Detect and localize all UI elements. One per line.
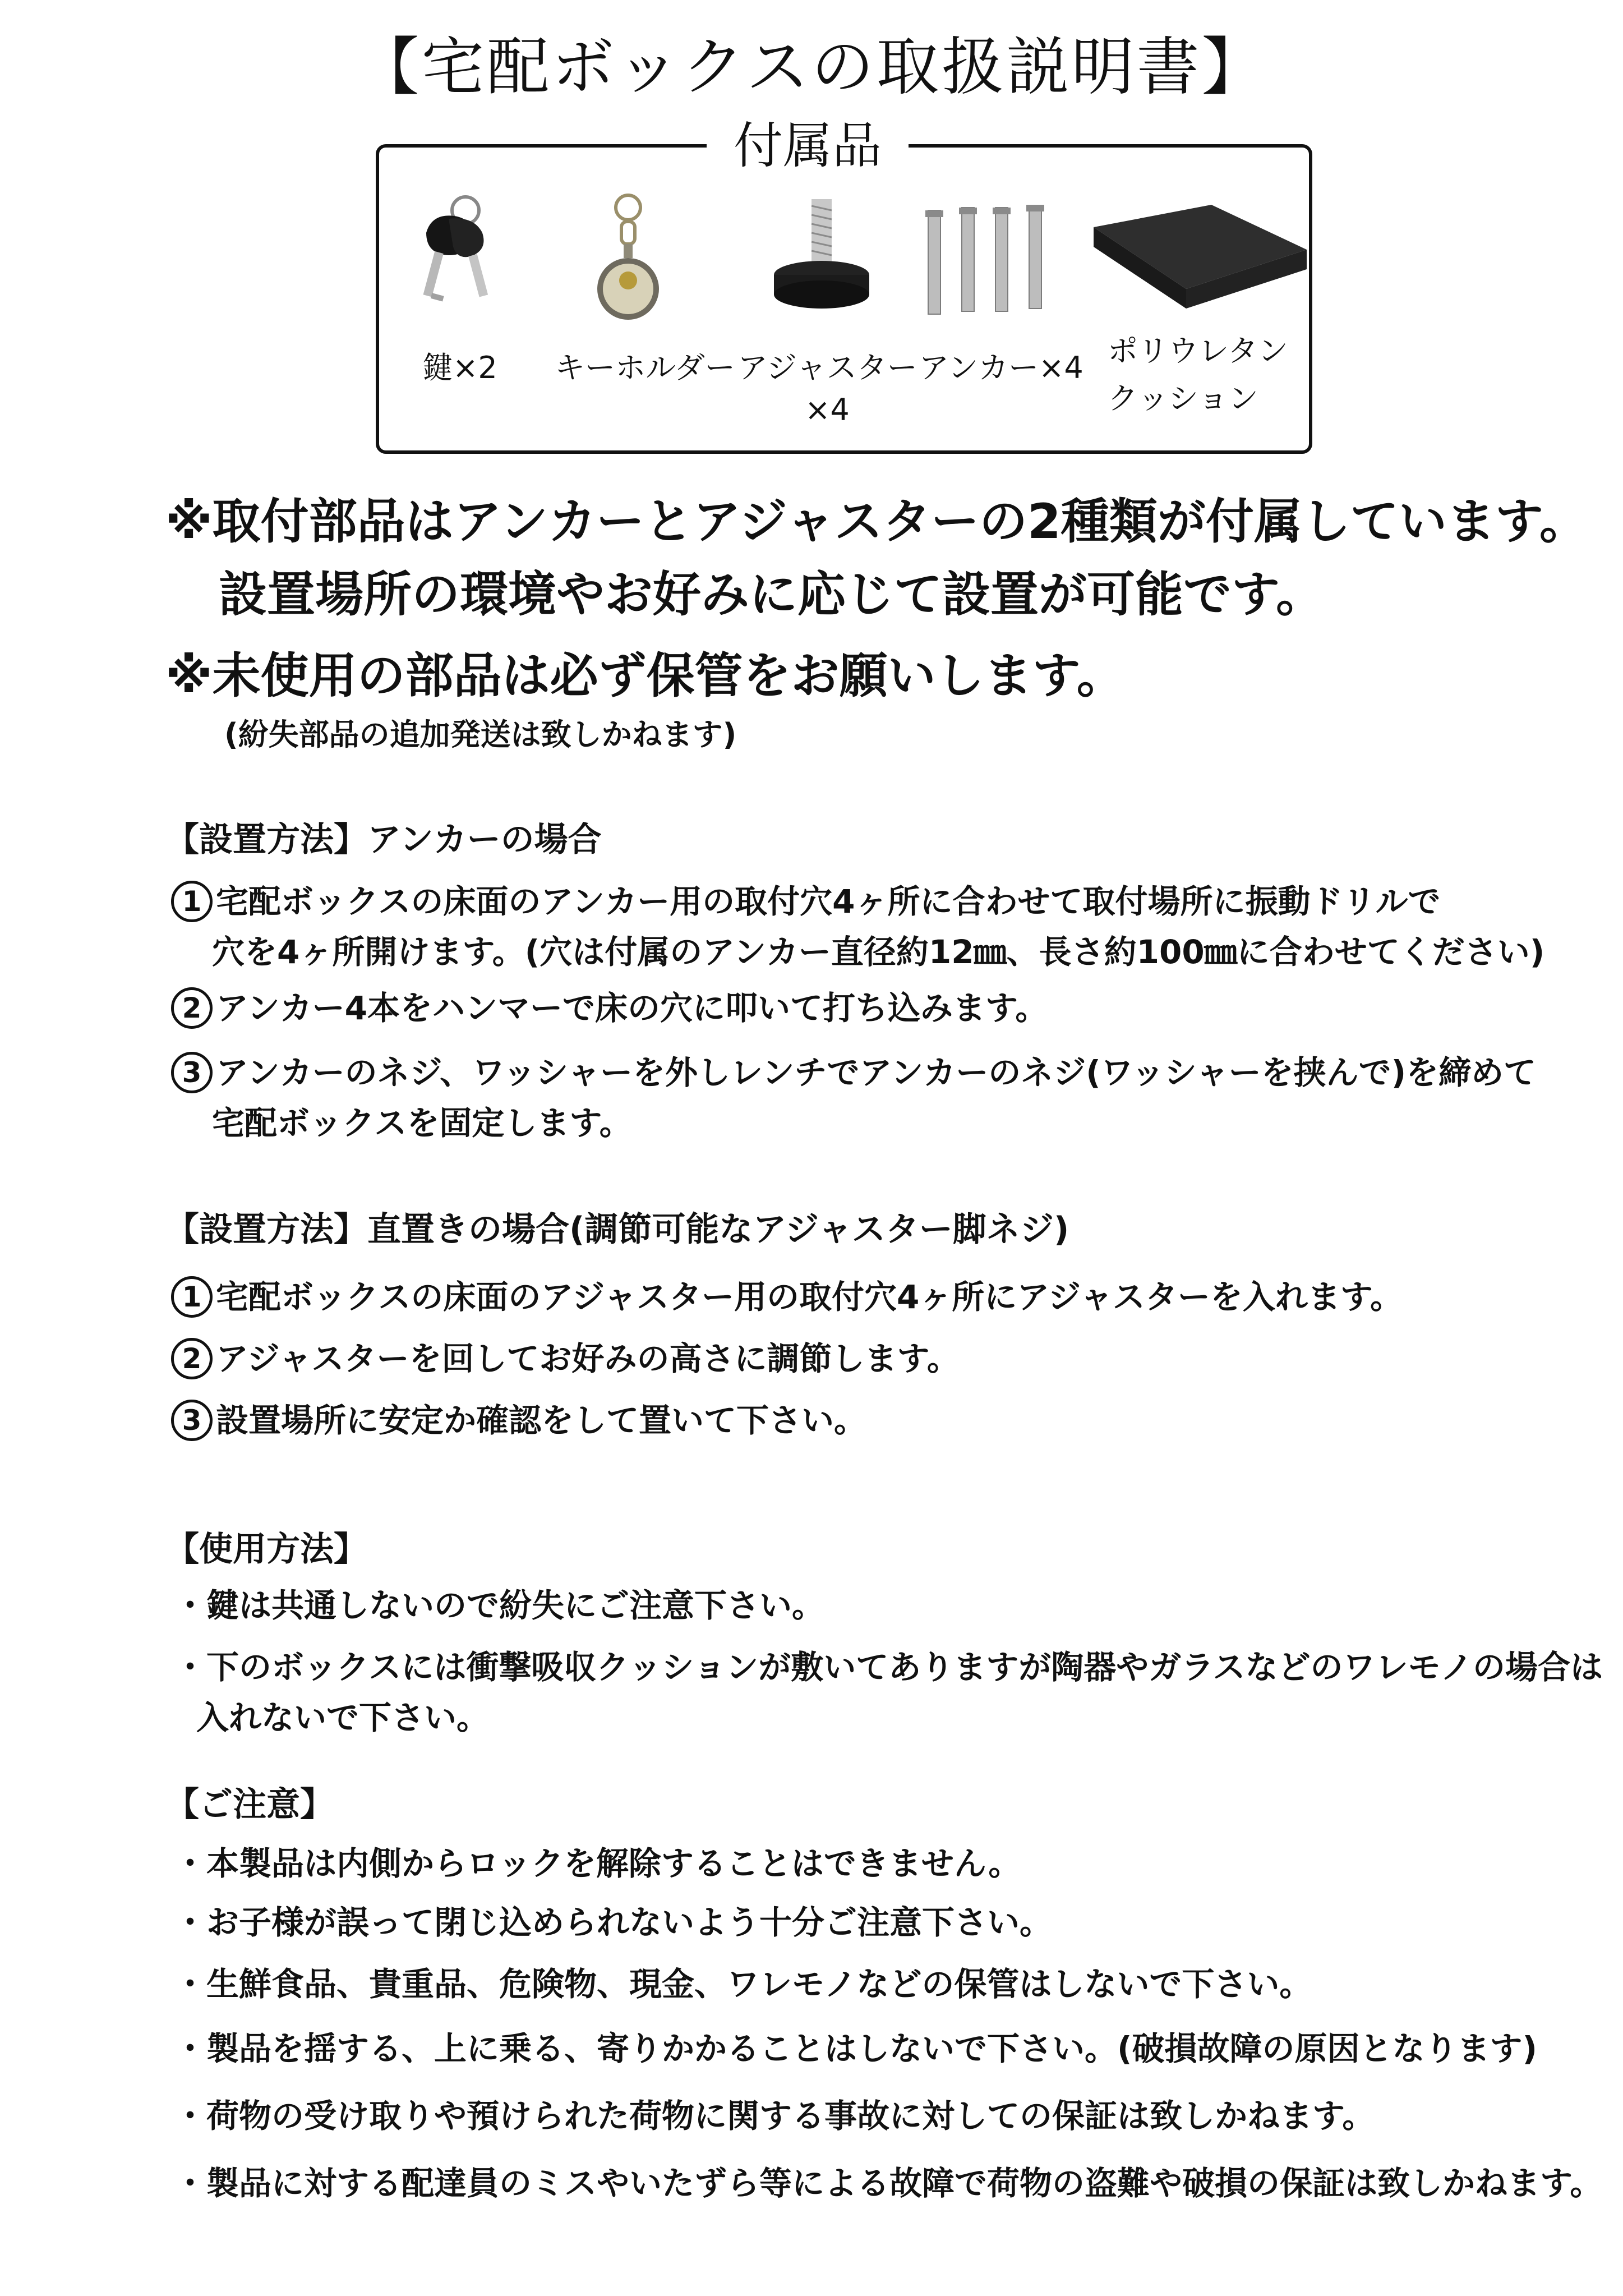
heading-direct-install: 【設置方法】直置きの場合(調節可能なアジャスター脚ネジ) (165, 1210, 1069, 1249)
page-title: 【宅配ボックスの取扱説明書】 (356, 31, 1267, 104)
usage-item-2: ・下のボックスには衝撃吸収クッションが敷いてありますが陶器やガラスなどのワレモノの場合は (174, 1648, 1603, 1686)
step-number: 2 (171, 987, 213, 1029)
note-parts-line2: 設置場所の環境やお好みに応じて設置が可能です。 (219, 567, 1325, 623)
accessories-heading: 付属品 (707, 112, 909, 180)
usage-item-2-cont: 入れないで下さい。 (196, 1699, 490, 1737)
anchor-icon (920, 205, 1054, 317)
direct-step-1 (171, 1273, 1403, 1320)
caution-item-5: ・荷物の受け取りや預けられた荷物に関する事故に対しての保証は致しかねます。 (174, 2097, 1375, 2135)
heading-anchor-install: 【設置方法】アンカーの場合 (165, 820, 602, 859)
usage-item-1: ・鍵は共通しないので紛失にご注意下さい。 (174, 1586, 825, 1625)
step-text: 宅配ボックスの床面のアンカー用の取付穴4ヶ所に合わせて取付場所に振動ドリルで (216, 882, 1441, 921)
step-number: 1 (171, 881, 213, 922)
direct-step-3 (171, 1397, 866, 1444)
step-number: 2 (171, 1338, 213, 1379)
step-number: 1 (171, 1276, 213, 1318)
item-label-adjuster-qty: ×4 (805, 392, 850, 427)
caution-item-3: ・生鮮食品、貴重品、危険物、現金、ワレモノなどの保管はしないで下さい。 (174, 1965, 1312, 2003)
caution-item-6: ・製品に対する配達員のミスやいたずら等による故障で荷物の盗難や破損の保証は致しかねます。 (174, 2164, 1603, 2202)
step-number: 3 (171, 1052, 213, 1093)
adjuster-icon (771, 199, 872, 311)
keyholder-icon (594, 191, 662, 331)
step-text: アジャスターを回してお好みの高さに調節します。 (216, 1340, 960, 1378)
item-label-adjuster: アジャスター (737, 350, 917, 385)
cushion-icon (1094, 205, 1307, 317)
heading-usage: 【使用方法】 (165, 1530, 367, 1569)
note-no-resend: (紛失部品の追加発送は致しかねます) (224, 717, 737, 752)
heading-caution: 【ご注意】 (165, 1785, 334, 1824)
step-text: 設置場所に安定か確認をして置いて下さい。 (216, 1401, 867, 1439)
item-label-cushion-2: クッション (1108, 381, 1258, 416)
step-text: アンカーのネジ、ワッシャーを外しレンチでアンカーのネジ(ワッシャーを挟んで)を締めて (216, 1053, 1537, 1092)
anchor-step-1-cont: 穴を4ヶ所開けます。(穴は付属のアンカー直径約12㎜、長さ約100㎜に合わせてください) (212, 933, 1545, 971)
anchor-step-3-cont: 宅配ボックスを固定します。 (212, 1104, 632, 1142)
anchor-step-1 (171, 878, 1440, 925)
step-number: 3 (171, 1400, 213, 1441)
item-label-cushion-1: ポリウレタン (1108, 333, 1288, 369)
item-label-key: 鍵×2 (422, 350, 497, 385)
direct-step-2 (171, 1335, 960, 1382)
step-text: アンカー4本をハンマーで床の穴に叩いて打ち込みます。 (216, 989, 1048, 1027)
anchor-step-2 (171, 984, 1048, 1032)
key-icon (409, 194, 505, 323)
caution-item-4: ・製品を揺する、上に乗る、寄りかかることはしないで下さい。(破損故障の原因となります) (174, 2030, 1538, 2068)
note-keep-parts: ※未使用の部品は必ず保管をお願いします。 (165, 648, 1125, 704)
caution-item-2: ・お子様が誤って閉じ込められないよう十分ご注意下さい。 (174, 1903, 1053, 1941)
step-text: 宅配ボックスの床面のアジャスター用の取付穴4ヶ所にアジャスターを入れます。 (216, 1278, 1403, 1316)
caution-item-1: ・本製品は内側からロックを解除することはできません。 (174, 1844, 1021, 1883)
item-label-keyholder: キーホルダー (555, 350, 735, 385)
anchor-step-3 (171, 1049, 1536, 1096)
note-parts-line1: ※取付部品はアンカーとアジャスターの2種類が付属しています。 (165, 494, 1588, 550)
item-label-anchor: アンカー×4 (919, 350, 1083, 385)
